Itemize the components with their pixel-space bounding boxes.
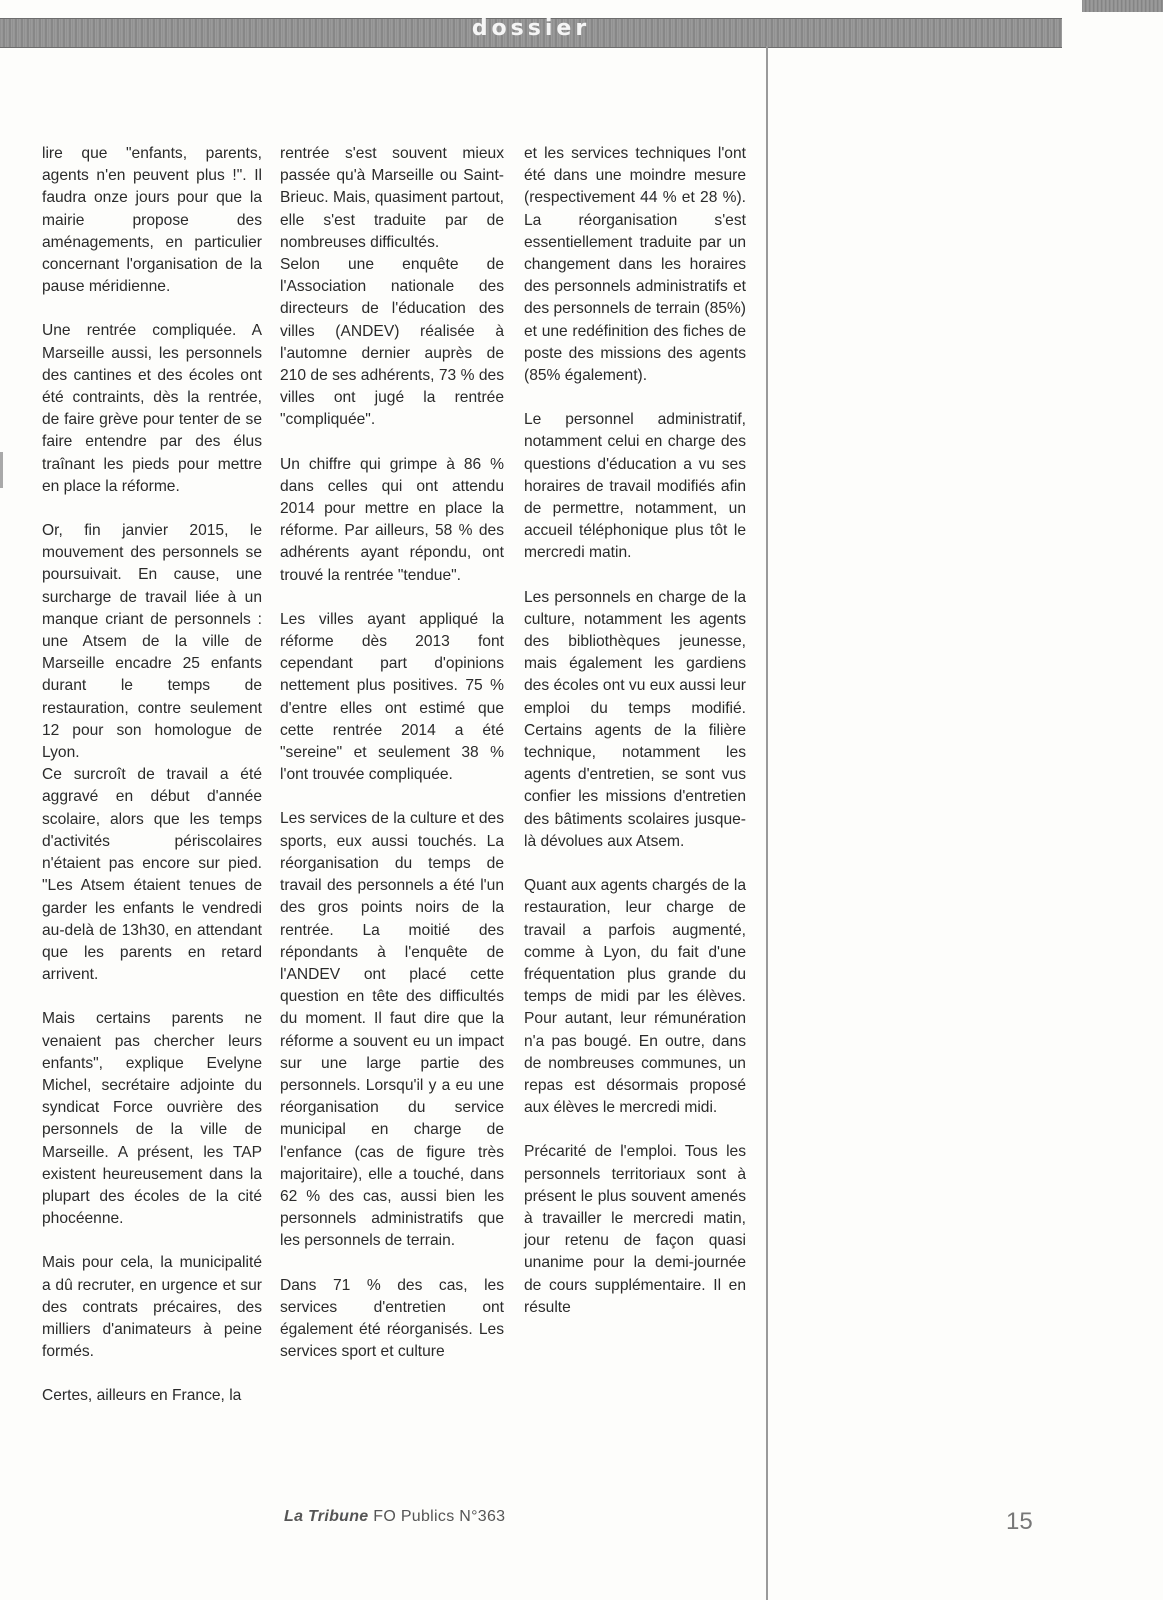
paragraph: Or, fin janvier 2015, le mouvement des personnels se poursuivait. En cause, une surcharge de travail liée à un manque criant de personnels : une Atsem de la ville de Marseille encadre 25 enfants durant le temps de restauration, contre seulement 12 pour son homologue de Lyon. [42,522,262,762]
paragraph: Quant aux agents chargés de la restauration, leur charge de travail a parfois augmenté, comme à Lyon, du fait d'une fréquentation plus grande du temps de midi par les élèves. Pour autant, leur rémunération n'a pas bougé. En outre, dans de nombreuses communes, un repas est désormais proposé aux élèves le mercredi midi. [524,877,746,1117]
paragraph: et les services techniques l'ont été dans une moindre mesure (respectivement 44 % et 28 %). La réorganisation s'est essentiellement traduite par un changement dans les horaires des personnels administratifs et des personnels de terrain (85%) et une redéfinition des fiches de poste des missions des agents (85% également). [524,145,746,385]
text-column-3 [524,143,746,1341]
section-label: dossier [471,16,591,41]
header-band-right [1082,0,1163,12]
paragraph: Un chiffre qui grimpe à 86 % dans celles qui ont attendu 2014 pour mettre en place la réforme. Par ailleurs, 58 % des adhérents ayant répondu, ont trouvé la rentrée "tendue". [280,455,504,584]
paragraph: lire que "enfants, parents, agents n'en peuvent plus !". Il faudra onze jours pour que la mairie propose des aménagements, en particulier concernant l'organisation de la pause méridienne. [42,145,262,296]
paragraph: Le personnel administratif, notamment celui en charge des questions d'éducation a vu ses horaires de travail modifiés afin de permettre, notamment, un accueil téléphonique plus tôt le mercredi matin. [524,411,746,562]
column-divider-rule [766,46,768,1600]
paragraph: Mais pour cela, la municipalité a dû recruter, en urgence et sur des contrats précaires, des milliers d'animateurs à peine formés. [42,1254,262,1361]
paragraph: rentrée s'est souvent mieux passée qu'à Marseille ou Saint-Brieuc. Mais, quasiment partout, elle s'est traduite par de nombreuses difficultés. [280,145,504,251]
publication-brand: La Tribune [284,1508,369,1525]
paragraph: Mais certains parents ne venaient pas chercher leurs enfants", explique Evelyne Michel, secrétaire adjointe du syndicat Force ouvrière des personnels de la ville de Marseille. A présent, les TAP existent heureusement dans la plupart des écoles de la cité phocéenne. [42,1010,262,1228]
publication-issue: FO Publics N°363 [373,1508,506,1525]
paragraph: Dans 71 % des cas, les services d'entretien ont également été réorganisés. Les services sport et culture [280,1276,504,1361]
paragraph: Précarité de l'emploi. Tous les personnels territoriaux sont à présent le plus souvent amenés à travailler le mercredi matin, jour retenu de façon quasi unanime pour la demi-journée de cours supplémentaire. Il en résulte [524,1143,746,1316]
paragraph: Les personnels en charge de la culture, notamment les agents des bibliothèques jeunesse, mais également les gardiens des écoles ont vu eux aussi leur emploi du temps modifié. Certains agents de la filière technique, notamment les agents d'entretien, se sont vus confier les missions d'entretien des bâtiments scolaires jusque-là dévolues aux Atsem. [524,588,746,850]
section-header-band [0,18,1062,48]
scan-margin-mark [0,452,3,488]
paragraph: Les villes ayant appliqué la réforme dès 2013 font cependant part d'opinions nettement plus positives. 75 % d'entre elles ont estimé que cette rentrée 2014 a été "sereine" et seulement 38 % l'ont trouvée compliquée. [280,610,504,784]
page-number: 15 [1006,1508,1033,1535]
paragraph: Ce surcroît de travail a été aggravé en début d'année scolaire, alors que les temps d'activités périscolaires n'étaient pas encore sur pied. "Les Atsem étaient tenues de garder les enfants le vendredi au-delà de 13h30, en attendant que les parents en retard arrivent. [42,766,262,984]
paragraph: Selon une enquête de l'Association nationale des directeurs de l'éducation des villes (ANDEV) réalisée à l'automne dernier auprès de 210 de ses adhérents, 73 % des villes ont jugé la rentrée "compliquée". [280,256,504,429]
paragraph: Une rentrée compliquée. A Marseille aussi, les personnels des cantines et des écoles ont été contraints, dès la rentrée, de faire grève pour tenter de se faire entendre par des élus traînant les pieds pour mettre en place la réforme. [42,322,262,495]
publication-footer [284,1508,505,1526]
paragraph: Certes, ailleurs en France, la [42,1387,242,1405]
text-column-2 [280,143,504,1385]
text-column-1 [42,143,262,1430]
paragraph: Les services de la culture et des sports, eux aussi touchés. La réorganisation du temps de travail des personnels a été l'un des gros points noirs de la rentrée. La moitié des répondants à l'enquête de l'ANDEV ont placé cette question en tête des difficultés du moment. Il faut dire que la réforme a souvent eu un impact sur une large partie des personnels. Lorsqu'il y a eu une réorganisation du service municipal en charge de l'enfance (cas de figure très majoritaire), elle a touché, dans 62 % des cas, aussi bien les personnels administratifs que les personnels de terrain. [280,810,504,1250]
